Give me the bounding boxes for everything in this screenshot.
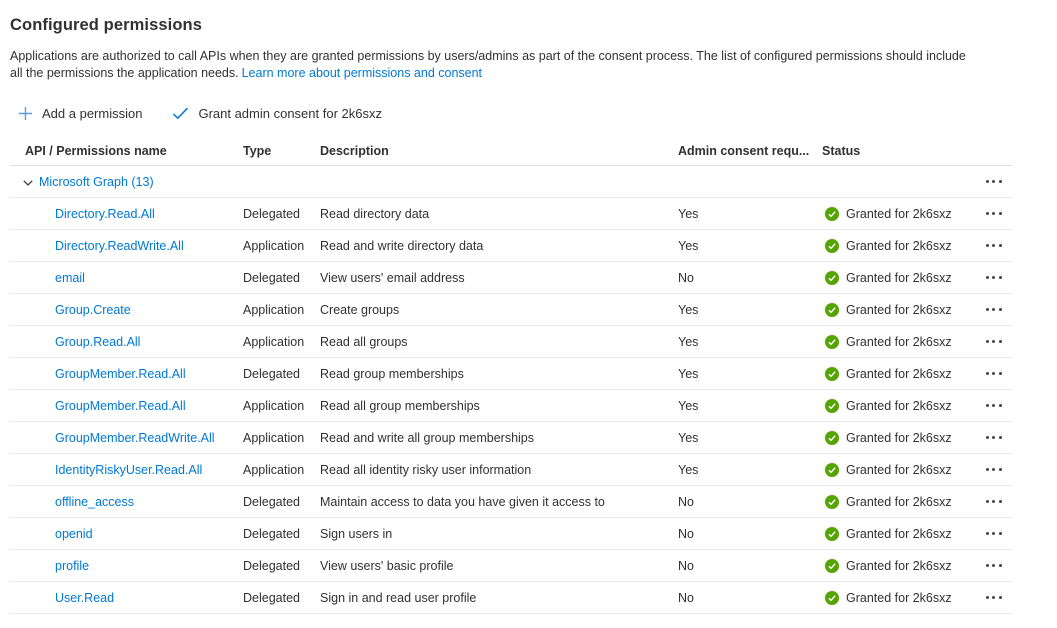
permission-description: Create groups xyxy=(320,302,400,317)
row-menu-button[interactable] xyxy=(975,262,1012,293)
permission-name-link[interactable]: Group.Read.All xyxy=(55,334,141,349)
granted-check-icon xyxy=(825,431,839,445)
row-menu-button[interactable] xyxy=(975,582,1012,613)
granted-check-icon xyxy=(825,463,839,477)
granted-check-icon xyxy=(825,559,839,573)
granted-check-icon xyxy=(825,303,839,317)
admin-consent-required-value: Yes xyxy=(678,302,699,317)
row-menu-button[interactable] xyxy=(975,518,1012,549)
admin-consent-required-value: No xyxy=(678,526,694,541)
permission-description: View users' email address xyxy=(320,270,465,285)
permission-type: Application xyxy=(243,430,305,445)
add-permission-label: Add a permission xyxy=(42,106,143,121)
status-granted-label: Granted for 2k6sxz xyxy=(846,334,952,349)
column-header-description: Description xyxy=(320,144,389,158)
granted-check-icon xyxy=(825,367,839,381)
microsoft-graph-group-label: Microsoft Graph (13) xyxy=(39,174,154,189)
permission-row xyxy=(10,294,1012,326)
status-cell xyxy=(812,303,975,317)
row-menu-button[interactable] xyxy=(975,230,1012,261)
table-header-row xyxy=(10,137,1012,166)
status-cell xyxy=(812,559,975,573)
granted-check-icon xyxy=(825,399,839,413)
admin-consent-required-value: Yes xyxy=(678,430,699,445)
chevron-down-icon xyxy=(22,177,34,189)
plus-icon xyxy=(18,106,33,121)
permission-row xyxy=(10,518,1012,550)
ellipsis-icon xyxy=(986,564,989,567)
permission-name-link[interactable]: offline_access xyxy=(55,494,134,509)
permission-type: Delegated xyxy=(243,366,300,381)
permission-type: Application xyxy=(243,302,305,317)
command-bar xyxy=(12,102,1057,125)
permission-type: Delegated xyxy=(243,494,300,509)
page-title: Configured permissions xyxy=(10,16,202,34)
ellipsis-icon xyxy=(986,372,989,375)
status-granted-label: Granted for 2k6sxz xyxy=(846,430,952,445)
status-granted-label: Granted for 2k6sxz xyxy=(846,302,952,317)
admin-consent-required-value: Yes xyxy=(678,206,699,221)
admin-consent-required-value: No xyxy=(678,494,694,509)
granted-check-icon xyxy=(825,207,839,221)
row-menu-button[interactable] xyxy=(975,198,1012,229)
granted-check-icon xyxy=(825,527,839,541)
permission-description: Sign in and read user profile xyxy=(320,590,477,605)
add-permission-button[interactable] xyxy=(12,102,148,125)
granted-check-icon xyxy=(825,591,839,605)
permission-row xyxy=(10,230,1012,262)
row-menu-button[interactable] xyxy=(975,294,1012,325)
ellipsis-icon xyxy=(986,436,989,439)
status-granted-label: Granted for 2k6sxz xyxy=(846,558,952,573)
status-cell xyxy=(812,431,975,445)
status-cell xyxy=(812,591,975,605)
row-menu-button[interactable] xyxy=(975,550,1012,581)
admin-consent-required-value: Yes xyxy=(678,398,699,413)
permission-description: Read directory data xyxy=(320,206,430,221)
group-row-menu-button[interactable] xyxy=(975,166,1012,197)
permission-type: Application xyxy=(243,398,305,413)
ellipsis-icon xyxy=(986,468,989,471)
permission-description: Read all groups xyxy=(320,334,408,349)
permission-name-link[interactable]: GroupMember.Read.All xyxy=(55,366,186,381)
ellipsis-icon xyxy=(986,180,989,183)
microsoft-graph-group-link[interactable] xyxy=(10,175,975,189)
granted-check-icon xyxy=(825,335,839,349)
ellipsis-icon xyxy=(986,276,989,279)
status-cell xyxy=(812,399,975,413)
admin-consent-required-value: No xyxy=(678,558,694,573)
ellipsis-icon xyxy=(986,244,989,247)
permission-row xyxy=(10,582,1012,614)
permission-name-link[interactable]: email xyxy=(55,270,85,285)
granted-check-icon xyxy=(825,239,839,253)
ellipsis-icon xyxy=(986,404,989,407)
admin-consent-required-value: Yes xyxy=(678,334,699,349)
status-granted-label: Granted for 2k6sxz xyxy=(846,526,952,541)
permission-type: Delegated xyxy=(243,270,300,285)
description-line2: all the permissions the application needs. xyxy=(10,65,239,80)
admin-consent-required-value: Yes xyxy=(678,238,699,253)
row-menu-button[interactable] xyxy=(975,422,1012,453)
permission-row xyxy=(10,326,1012,358)
row-menu-button[interactable] xyxy=(975,486,1012,517)
status-cell xyxy=(812,495,975,509)
api-group-row xyxy=(10,166,1012,198)
permission-row xyxy=(10,262,1012,294)
permission-type: Application xyxy=(243,462,305,477)
column-header-name: API / Permissions name xyxy=(25,144,167,158)
status-granted-label: Granted for 2k6sxz xyxy=(846,494,952,509)
status-cell xyxy=(812,527,975,541)
admin-consent-required-value: No xyxy=(678,270,694,285)
granted-check-icon xyxy=(825,495,839,509)
ellipsis-icon xyxy=(986,308,989,311)
permission-description: Maintain access to data you have given it access to xyxy=(320,494,605,509)
permission-row xyxy=(10,486,1012,518)
permission-name-link[interactable]: Directory.ReadWrite.All xyxy=(55,238,184,253)
ellipsis-icon xyxy=(986,340,989,343)
permission-row xyxy=(10,358,1012,390)
column-header-type: Type xyxy=(243,144,272,158)
status-granted-label: Granted for 2k6sxz xyxy=(846,366,952,381)
status-cell xyxy=(812,271,975,285)
ellipsis-icon xyxy=(986,212,989,215)
status-granted-label: Granted for 2k6sxz xyxy=(846,270,952,285)
permission-description: Read and write all group memberships xyxy=(320,430,534,445)
permission-row xyxy=(10,390,1012,422)
permission-row xyxy=(10,422,1012,454)
row-menu-button[interactable] xyxy=(975,326,1012,357)
permission-type: Delegated xyxy=(243,590,300,605)
ellipsis-icon xyxy=(986,500,989,503)
ellipsis-icon xyxy=(986,532,989,535)
permission-name-link[interactable]: Directory.Read.All xyxy=(55,206,155,221)
status-cell xyxy=(812,367,975,381)
permission-description: Read group memberships xyxy=(320,366,464,381)
permission-name-link[interactable]: IdentityRiskyUser.Read.All xyxy=(55,462,203,477)
grant-admin-consent-button[interactable] xyxy=(166,102,388,125)
granted-check-icon xyxy=(825,271,839,285)
status-granted-label: Granted for 2k6sxz xyxy=(846,462,952,477)
admin-consent-required-value: Yes xyxy=(678,462,699,477)
admin-consent-required-value: Yes xyxy=(678,366,699,381)
status-granted-label: Granted for 2k6sxz xyxy=(846,206,952,221)
column-header-status: Status xyxy=(822,144,861,158)
permission-name-link[interactable]: GroupMember.ReadWrite.All xyxy=(55,430,215,445)
permission-type: Delegated xyxy=(243,206,300,221)
description xyxy=(10,48,1020,81)
permission-description: View users' basic profile xyxy=(320,558,454,573)
permission-description: Read and write directory data xyxy=(320,238,484,253)
permission-name-link[interactable]: profile xyxy=(55,558,90,573)
row-menu-button[interactable] xyxy=(975,454,1012,485)
permission-name-link[interactable]: openid xyxy=(55,526,93,541)
grant-admin-consent-label: Grant admin consent for 2k6sxz xyxy=(198,106,382,121)
status-granted-label: Granted for 2k6sxz xyxy=(846,590,952,605)
permission-row xyxy=(10,454,1012,486)
permission-description: Sign users in xyxy=(320,526,393,541)
status-cell xyxy=(812,335,975,349)
admin-consent-required-value: No xyxy=(678,590,694,605)
status-cell xyxy=(812,207,975,221)
permission-type: Application xyxy=(243,238,305,253)
status-granted-label: Granted for 2k6sxz xyxy=(846,238,952,253)
column-header-admin-consent: Admin consent requ... xyxy=(678,144,810,158)
permission-description: Read all group memberships xyxy=(320,398,480,413)
row-menu-button[interactable] xyxy=(975,358,1012,389)
learn-more-link[interactable]: Learn more about permissions and consent xyxy=(241,65,483,80)
status-cell xyxy=(812,239,975,253)
permission-description: Read all identity risky user information xyxy=(320,462,532,477)
permission-name-link[interactable]: User.Read xyxy=(55,590,115,605)
status-granted-label: Granted for 2k6sxz xyxy=(846,398,952,413)
permission-type: Delegated xyxy=(243,558,300,573)
permission-row xyxy=(10,198,1012,230)
checkmark-icon xyxy=(172,107,189,120)
permissions-table xyxy=(10,137,1012,614)
permission-row xyxy=(10,550,1012,582)
row-menu-button[interactable] xyxy=(975,390,1012,421)
permission-name-link[interactable]: GroupMember.Read.All xyxy=(55,398,186,413)
permission-type: Delegated xyxy=(243,526,300,541)
description-line1: Applications are authorized to call APIs when they are granted permissions by users/admins as part of the consent process. The list of configured permissions should include xyxy=(10,49,966,63)
ellipsis-icon xyxy=(986,596,989,599)
permission-type: Application xyxy=(243,334,305,349)
permission-name-link[interactable]: Group.Create xyxy=(55,302,131,317)
status-cell xyxy=(812,463,975,477)
permissions-table-body xyxy=(10,198,1012,614)
